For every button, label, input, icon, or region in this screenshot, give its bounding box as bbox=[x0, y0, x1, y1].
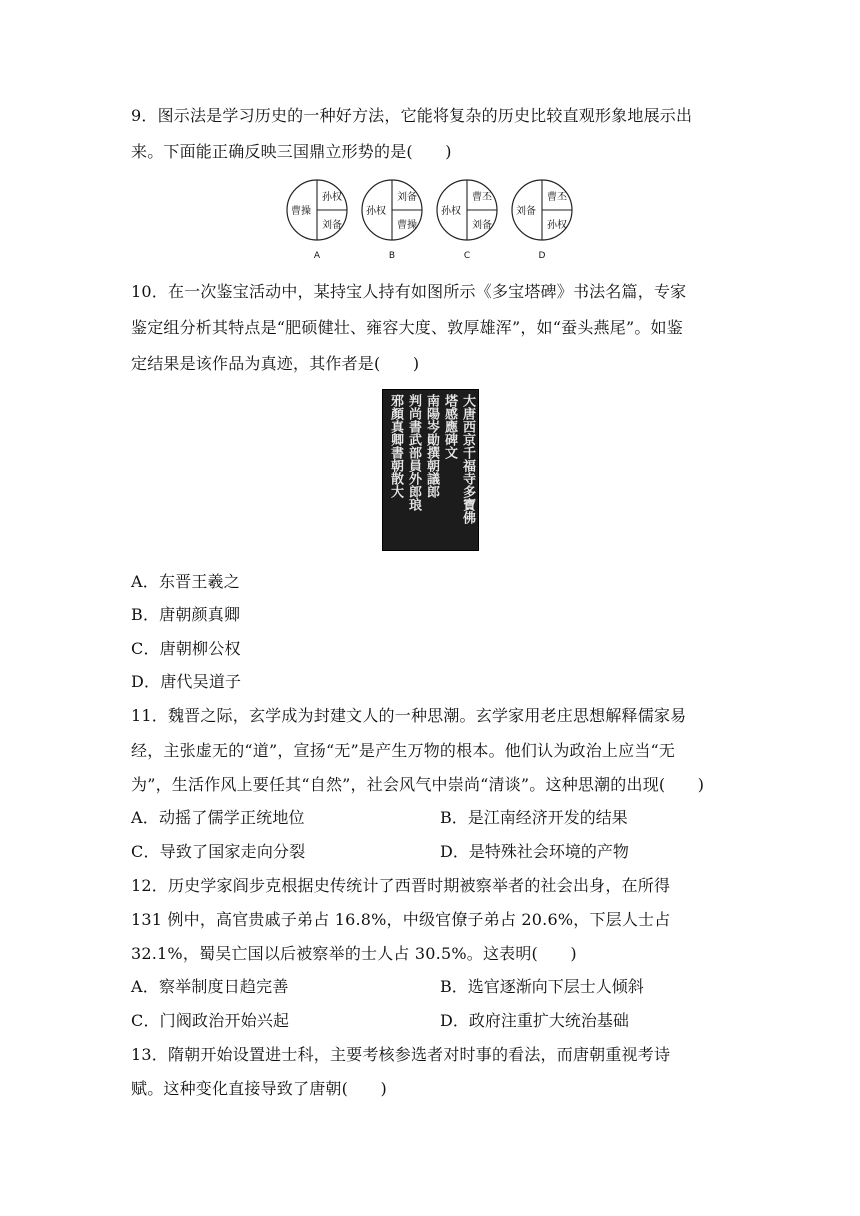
q9-b-right-top: 刘备 bbox=[397, 192, 417, 203]
q11-stem-line1: 11．魏晋之际，玄学成为封建文人的一种思潮。玄学家用老庄思想解释儒家易 bbox=[131, 706, 687, 725]
q10-option-c[interactable]: C．唐朝柳公权 bbox=[131, 639, 241, 658]
q12-option-d[interactable]: D．政府注重扩大统治基础 bbox=[440, 1011, 629, 1030]
q10-option-d[interactable]: D．唐代吴道子 bbox=[131, 672, 242, 691]
stele-column-4: 判尚書武部員外郎琅 bbox=[406, 394, 421, 511]
stele-column-5: 邪顏真卿書朝散大 bbox=[388, 394, 403, 498]
stele-column-1: 大唐西京千福寺多寶佛 bbox=[460, 394, 475, 524]
q9-a-letter: A bbox=[313, 251, 321, 261]
q11-option-d[interactable]: D．是特殊社会环境的产物 bbox=[440, 842, 629, 861]
q9-a-left: 曹操 bbox=[291, 206, 311, 217]
stele-column-3: 南陽岑勛撰朝議郎 bbox=[424, 394, 439, 498]
q12-option-a[interactable]: A．察举制度日趋完善 bbox=[131, 977, 289, 996]
q9-d-left: 刘备 bbox=[516, 206, 536, 217]
q9-a-right-bottom: 刘备 bbox=[322, 220, 342, 231]
q11-stem-line3: 为”，生活作风上要任其“自然”，社会风气中崇尚“清谈”。这种思潮的出现( ) bbox=[131, 775, 705, 794]
q9-c-right-top: 曹丕 bbox=[472, 192, 492, 203]
q9-d-right-top: 曹丕 bbox=[547, 192, 567, 203]
q10-stem-line1: 10．在一次鉴宝活动中，某持宝人持有如图所示《多宝塔碑》书法名篇，专家 bbox=[131, 282, 687, 301]
q9-c-letter: C bbox=[463, 251, 471, 261]
q9-a-right-top: 孙权 bbox=[322, 192, 342, 203]
q11-stem-line2: 经，主张虚无的“道”，宣扬“无”是产生万物的根本。他们认为政治上应当“无 bbox=[131, 741, 676, 760]
q10-option-a[interactable]: A．东晋王羲之 bbox=[131, 572, 240, 591]
q9-b-right-bottom: 曹操 bbox=[397, 220, 417, 231]
q11-option-a[interactable]: A．动摇了儒学正统地位 bbox=[131, 808, 305, 827]
q9-b-letter: B bbox=[388, 251, 396, 261]
q9-figure-circles bbox=[282, 178, 582, 262]
q11-option-c[interactable]: C．导致了国家走向分裂 bbox=[131, 842, 306, 861]
q9-figure-b bbox=[362, 180, 422, 261]
stele-rubbing-image bbox=[382, 389, 479, 551]
q9-c-right-bottom: 刘备 bbox=[472, 220, 492, 231]
q11-option-b[interactable]: B．是江南经济开发的结果 bbox=[440, 808, 628, 827]
q9-figure-d bbox=[512, 180, 572, 261]
q12-stem-line3: 32.1%，蜀吴亡国以后被察举的士人占 30.5%。这表明( ) bbox=[131, 944, 577, 963]
q9-stem-line1: 9．图示法是学习历史的一种好方法，它能将复杂的历史比较直观形象地展示出 bbox=[131, 106, 693, 125]
q9-figure-c bbox=[437, 180, 497, 261]
q10-option-b[interactable]: B．唐朝颜真卿 bbox=[131, 605, 241, 624]
q9-b-left: 孙权 bbox=[366, 206, 386, 217]
q9-figure-a bbox=[287, 180, 347, 261]
stele-column-2: 塔感應碑文 bbox=[442, 394, 457, 459]
q9-c-left: 孙权 bbox=[441, 206, 461, 217]
q10-stem-line3: 定结果是该作品为真迹，其作者是( ) bbox=[131, 354, 420, 373]
q9-stem-line2: 来。下面能正确反映三国鼎立形势的是( ) bbox=[131, 142, 452, 161]
q10-stem-line2: 鉴定组分析其特点是“肥硕健壮、雍容大度、敦厚雄浑”，如“蚕头燕尾”。如鉴 bbox=[131, 318, 683, 337]
q12-stem-line2: 131 例中，高官贵戚子弟占 16.8%，中级官僚子弟占 20.6%，下层人士占 bbox=[131, 910, 671, 929]
q9-d-letter: D bbox=[538, 251, 546, 261]
q12-stem-line1: 12．历史学家阎步克根据史传统计了西晋时期被察举者的社会出身，在所得 bbox=[131, 876, 671, 895]
q9-d-right-bottom: 孙权 bbox=[547, 220, 567, 231]
q13-stem-line2: 赋。这种变化直接导致了唐朝( ) bbox=[131, 1079, 387, 1098]
q12-option-c[interactable]: C．门阀政治开始兴起 bbox=[131, 1011, 290, 1030]
q12-option-b[interactable]: B．选官逐渐向下层士人倾斜 bbox=[440, 977, 644, 996]
q13-stem-line1: 13．隋朝开始设置进士科，主要考核参选者对时事的看法，而唐朝重视考诗 bbox=[131, 1045, 671, 1064]
